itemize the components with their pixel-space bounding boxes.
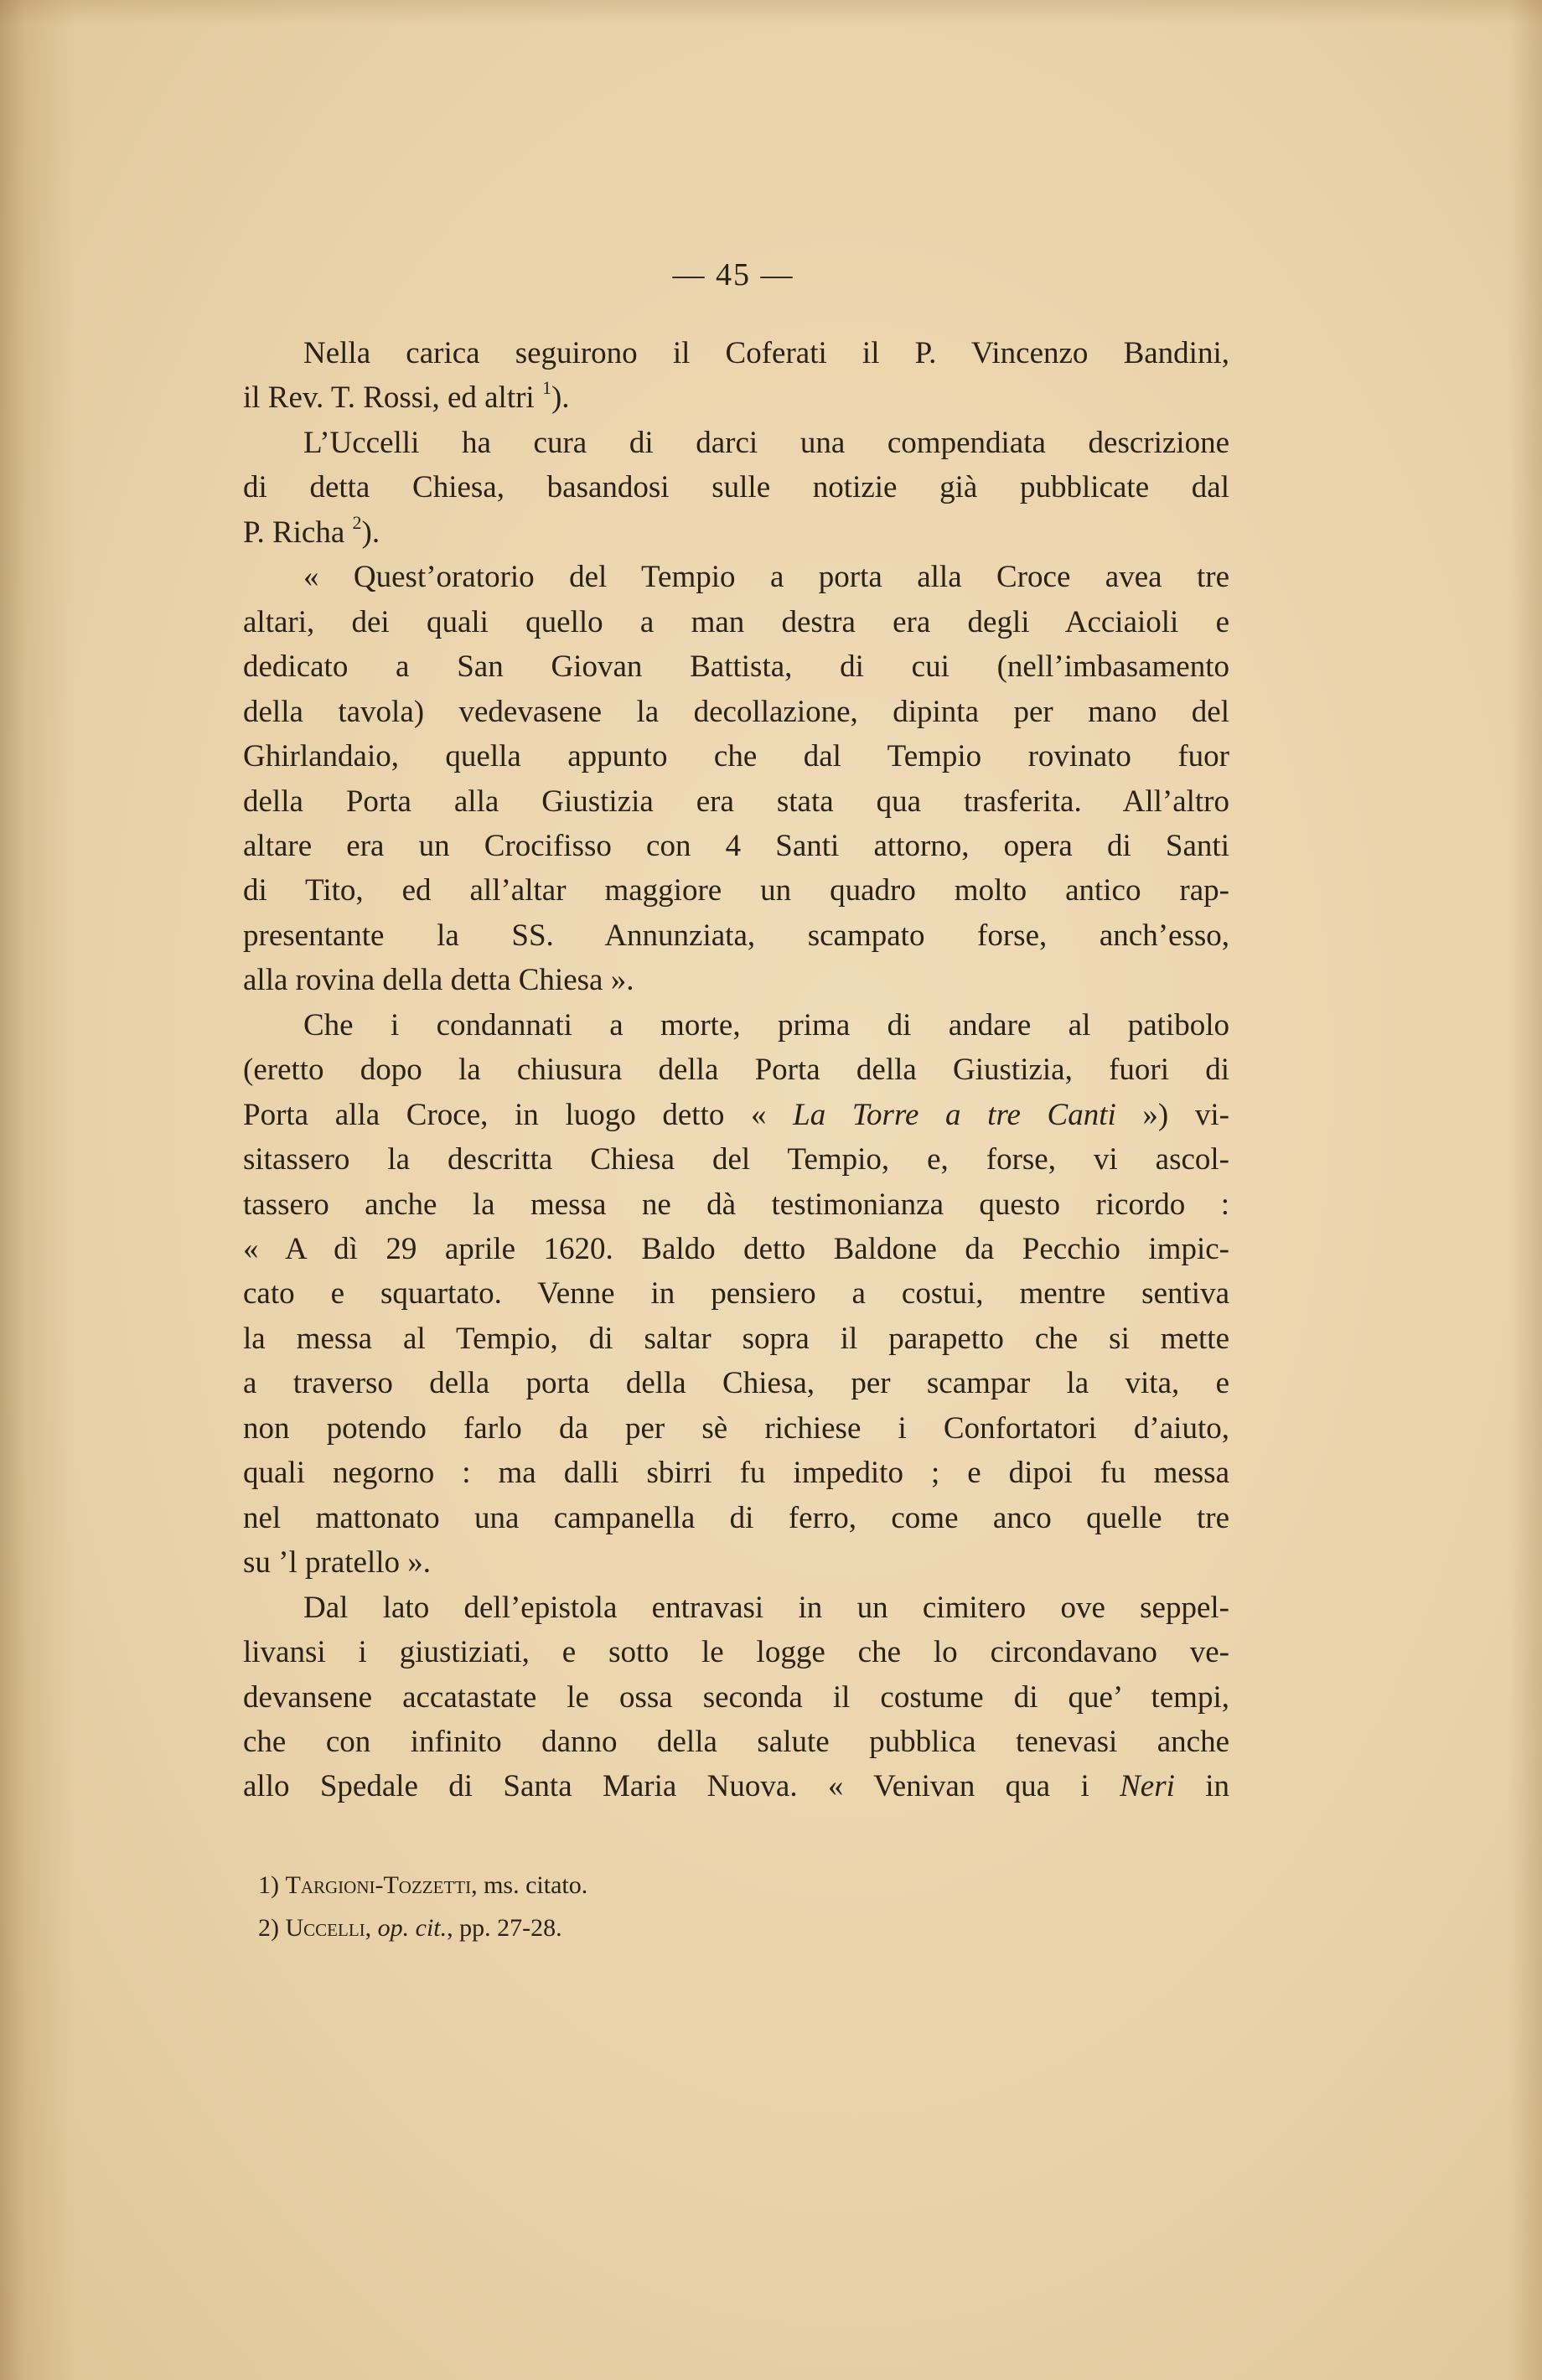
footnote-italic: op. cit. (377, 1914, 448, 1942)
text-segment: non potendo farlo da per sè richiese i Confortatori d’aiuto, (243, 1410, 1229, 1446)
text-line (243, 600, 1229, 645)
text-segment: livansi i giustiziati, e sotto le logge che lo circondavano ve- (243, 1635, 1229, 1670)
footnote (258, 1910, 562, 1947)
footnote-text: , pp. 27-28. (447, 1914, 562, 1942)
text-line (243, 913, 1229, 959)
text-line (243, 1227, 1229, 1272)
text-segment: Ghirlandaio, quella appunto che dal Tempio rovinato fuor (243, 739, 1229, 774)
text-segment: a traverso della porta della Chiesa, per scampar la vita, e (243, 1366, 1229, 1401)
text-line (243, 465, 1229, 510)
footnote-number: 2) (258, 1914, 279, 1942)
text-segment: di Tito, ed all’altar maggiore un quadro molto antico rap- (243, 873, 1229, 908)
text-segment: sitassero la descritta Chiesa del Tempio, e, forse, vi ascol- (243, 1142, 1229, 1177)
footnote-author: Targioni-Tozzetti (285, 1871, 472, 1899)
text-segment: che con infinito danno della salute pubblica tenevasi anche (243, 1724, 1229, 1759)
text-segment: ). (551, 380, 570, 416)
text-line (243, 1496, 1229, 1541)
text-segment: ). (361, 515, 380, 550)
text-segment: nel mattonato una campanella di ferro, come anco quelle tre (243, 1500, 1229, 1535)
text-line (243, 1764, 1229, 1809)
text-segment: devansene accatastate le ossa seconda il costume di que’ tempi, (243, 1679, 1229, 1715)
text-line (243, 868, 1229, 913)
text-line (243, 1675, 1229, 1720)
text-line (243, 510, 1229, 556)
italic-text: La Torre a tre Canti (793, 1097, 1116, 1132)
text-line (243, 331, 1229, 376)
text-segment: altare era un Crocifisso con 4 Santi attorno, opera di Santi (243, 828, 1229, 863)
text-line (243, 690, 1229, 735)
text-line (243, 1182, 1229, 1228)
text-segment: altari, dei quali quello a man destra era degli Acciaioli e (243, 604, 1229, 639)
text-segment: della Porta alla Giustizia era stata qua trasferita. All’altro (243, 784, 1229, 819)
footnote-author: Uccelli (285, 1914, 365, 1942)
text-line (243, 734, 1229, 779)
text-line (243, 1451, 1229, 1496)
text-segment: cato e squartato. Venne in pensiero a costui, mentre sentiva (243, 1276, 1229, 1312)
text-line (243, 1630, 1229, 1675)
page-number: — 45 — (672, 257, 794, 292)
text-segment: L’Uccelli ha cura di darci una compendiata descrizione (303, 425, 1229, 460)
text-segment: allo Spedale di Santa Maria Nuova. « Venivan qua i (243, 1769, 1120, 1804)
text-line (243, 1406, 1229, 1451)
text-segment: (eretto dopo la chiusura della Porta della Giustizia, fuori di (243, 1053, 1229, 1088)
text-line (243, 1540, 1229, 1586)
text-segment: su ’l pratello ». (243, 1545, 432, 1581)
footnote-separator: , (365, 1914, 378, 1942)
text-line (243, 1586, 1229, 1631)
text-segment: quali negorno : ma dalli sbirri fu impedito ; e dipoi fu messa (243, 1456, 1229, 1491)
footnote-reference: 1 (541, 377, 551, 399)
text-line (243, 1361, 1229, 1406)
text-segment: la messa al Tempio, di saltar sopra il parapetto che si mette (243, 1321, 1229, 1356)
text-line (243, 1720, 1229, 1765)
text-line (243, 375, 1229, 421)
text-segment: Che i condannati a morte, prima di andare al patibolo (303, 1007, 1229, 1043)
footnote (258, 1867, 587, 1904)
text-line (243, 1137, 1229, 1182)
footnote-reference: 2 (352, 511, 362, 533)
text-line (243, 421, 1229, 466)
text-segment: « A dì 29 aprile 1620. Baldo detto Baldone da Pecchio impic- (243, 1232, 1229, 1266)
text-line (243, 1317, 1229, 1362)
text-segment: P. Richa (243, 515, 353, 550)
text-line (243, 1093, 1229, 1138)
italic-text: Neri (1120, 1769, 1175, 1804)
text-segment: alla rovina della detta Chiesa ». (243, 963, 634, 998)
text-segment: Porta alla Croce, in luogo detto « (243, 1097, 794, 1132)
text-segment: dedicato a San Giovan Battista, di cui (nell’imbasamento (243, 649, 1229, 685)
text-segment: Nella carica seguirono il Coferati il P. Vincenzo Bandini, (303, 336, 1229, 370)
text-line (243, 958, 1229, 1003)
text-line (243, 1048, 1229, 1093)
text-line (243, 555, 1229, 600)
text-line (243, 1003, 1229, 1048)
footnote-number: 1) (258, 1871, 279, 1899)
text-segment: il Rev. T. Rossi, ed altri (243, 380, 542, 416)
text-segment: della tavola) vedevasene la decollazione, dipinta per mano del (243, 694, 1229, 729)
text-line (243, 1271, 1229, 1317)
text-line (243, 644, 1229, 690)
text-segment: tassero anche la messa ne dà testimonianza questo ricordo : (243, 1187, 1229, 1222)
footnote-text: , ms. citato. (471, 1871, 588, 1899)
text-segment: « Quest’oratorio del Tempio a porta alla Croce avea tre (303, 560, 1229, 595)
text-segment: di detta Chiesa, basandosi sulle notizie già pubblicate dal (243, 470, 1229, 505)
text-segment: presentante la SS. Annunziata, scampato forse, anch’esso, (243, 918, 1229, 953)
text-segment: in (1174, 1769, 1230, 1804)
text-segment: ») vi- (1115, 1097, 1229, 1132)
text-line (243, 824, 1229, 869)
text-segment: Dal lato dell’epistola entravasi in un cimitero ove seppel- (303, 1590, 1229, 1625)
text-line (243, 779, 1229, 825)
